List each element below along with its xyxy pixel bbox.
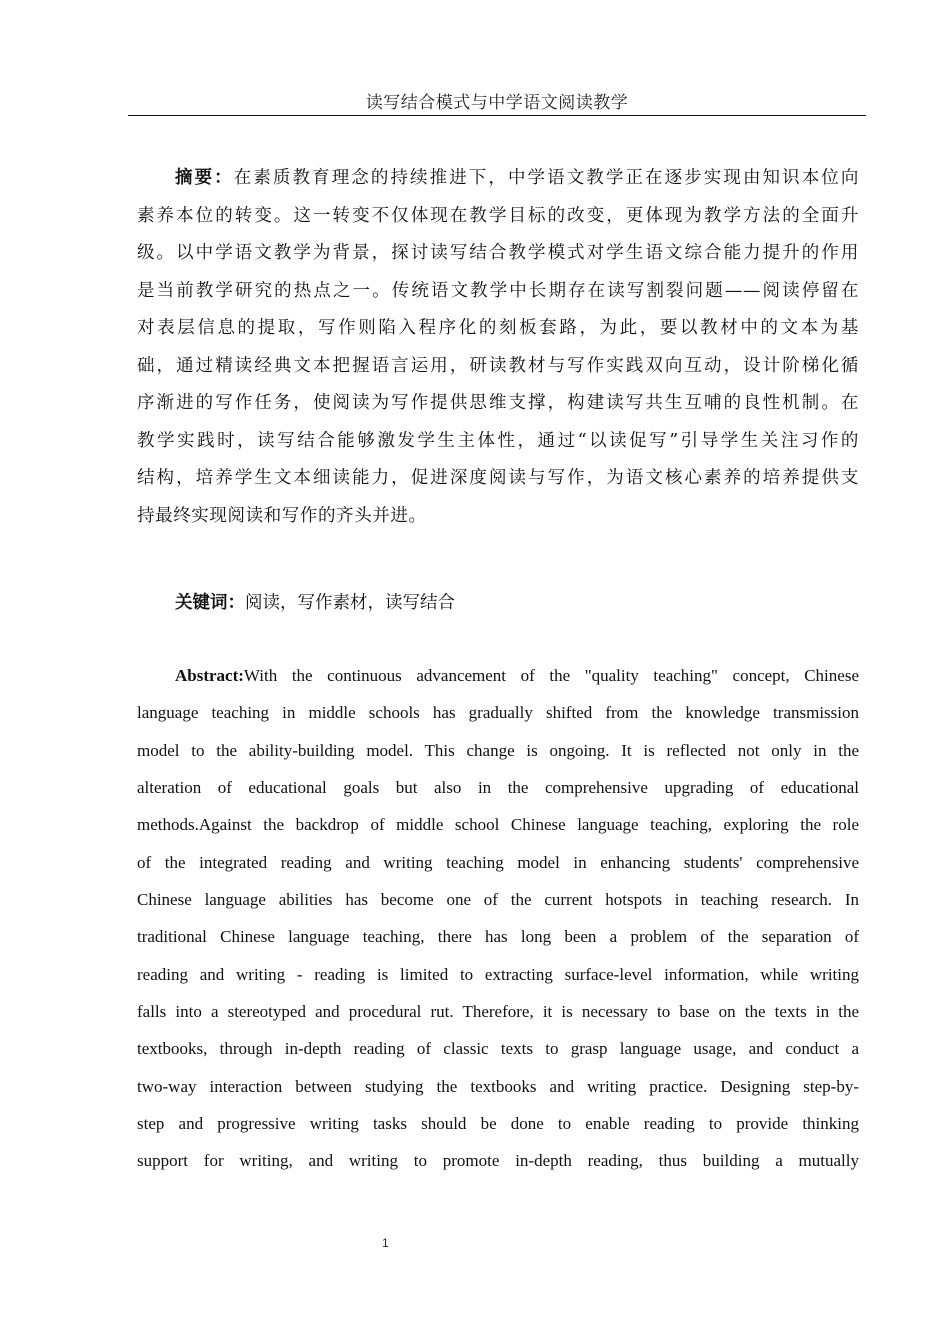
abstract-en-line: methods.Against the backdrop of middle school Chinese language teaching, exploring the role	[137, 815, 859, 835]
abstract-zh-line: 持最终实现阅读和写作的齐头并进。	[137, 505, 427, 526]
abstract-zh-line: 序渐进的写作任务，使阅读为写作提供思维支撑，构建读写共生互哺的良性机制。在	[137, 393, 859, 413]
abstract-en	[137, 657, 859, 1180]
abstract-en-line: of the integrated reading and writing teaching model in enhancing students' comprehensive	[137, 852, 859, 872]
keywords-zh-value: 阅读，写作素材，读写结合	[245, 593, 455, 613]
abstract-zh-line: 教学实践时，读写结合能够激发学生主体性，通过“以读促写”引导学生关注习作的	[137, 430, 859, 451]
abstract-zh-line: 素养本位的转变。这一转变不仅体现在教学目标的改变，更体现为教学方法的全面升	[137, 205, 859, 226]
abstract-zh-line: 是当前教学研究的热点之一。传统语文教学中长期存在读写割裂问题——阅读停留在	[137, 280, 859, 301]
abstract-zh-line	[137, 160, 859, 198]
abstract-en-line: model to the ability-building model. This change is ongoing. It is reflected not only in the	[137, 740, 859, 760]
running-header-title: 读写结合模式与中学语文阅读教学	[365, 93, 629, 113]
abstract-en-line: support for writing, and writing to promote in-depth reading, thus building a mutually	[137, 1151, 859, 1171]
page-number: 1	[382, 1236, 389, 1250]
abstract-zh	[137, 160, 859, 535]
keywords-zh	[175, 585, 455, 623]
abstract-en-line: falls into a stereotyped and procedural rut. Therefore, it is necessary to base on the texts in the	[137, 1002, 859, 1022]
abstract-en-line: Chinese language abilities has become one of the current hotspots in teaching research. In	[137, 890, 859, 910]
abstract-en-label: Abstract:	[175, 666, 244, 685]
abstract-en-text: With the continuous advancement of the "quality teaching" concept, Chinese	[243, 666, 859, 685]
abstract-en-line: alteration of educational goals but also in the comprehensive upgrading of educational	[137, 778, 859, 798]
abstract-en-line: two-way interaction between studying the textbooks and writing practice. Designing step-by-	[137, 1076, 859, 1096]
abstract-zh-line: 级。以中学语文教学为背景，探讨读写结合教学模式对学生语文综合能力提升的作用	[137, 243, 859, 263]
abstract-en-line: language teaching in middle schools has gradually shifted from the knowledge transmission	[137, 703, 859, 723]
abstract-en-line	[137, 657, 859, 694]
abstract-zh-line: 础，通过精读经典文本把握语言运用，研读教材与写作实践双向互动，设计阶梯化循	[137, 355, 859, 376]
abstract-zh-label: 摘要：	[175, 168, 234, 188]
abstract-en-line: step and progressive writing tasks should be done to enable reading to provide thinking	[137, 1114, 859, 1134]
abstract-en-line: traditional Chinese language teaching, there has long been a problem of the separation of	[137, 927, 859, 947]
header-rule	[128, 115, 866, 116]
abstract-zh-line: 结构，培养学生文本细读能力，促进深度阅读与写作，为语文核心素养的培养提供支	[137, 468, 859, 488]
abstract-zh-text: 在素质教育理念的持续推进下，中学语文教学正在逐步实现由知识本位向	[233, 168, 859, 188]
abstract-en-line: textbooks, through in-depth reading of classic texts to grasp language usage, and conduct a	[137, 1039, 859, 1059]
keywords-zh-label: 关键词：	[175, 593, 245, 613]
abstract-en-line: reading and writing - reading is limited to extracting surface-level information, while writing	[137, 964, 859, 984]
abstract-zh-line: 对表层信息的提取，写作则陷入程序化的刻板套路，为此，要以教材中的文本为基	[137, 318, 859, 338]
